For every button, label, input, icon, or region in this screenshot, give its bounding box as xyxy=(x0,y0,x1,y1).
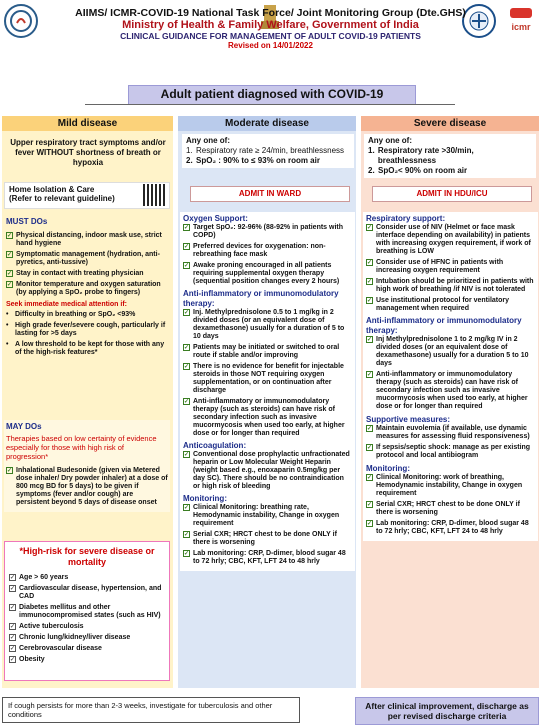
oxygen-support-title: Oxygen Support: xyxy=(183,214,248,223)
home-isolation-title: Home Isolation & Care xyxy=(9,185,95,194)
severe-details xyxy=(363,212,538,541)
list-item: ✓ Use institutional protocol for ventilatory management when required xyxy=(367,297,510,312)
list-item: ✓ Intubation should be prioritized in patients with high work of breathing /if NIV is not tolerated xyxy=(367,278,534,293)
checkbox-icon: ✓ xyxy=(10,657,16,663)
discharge-footer-note: After clinical improvement, discharge as per revised discharge criteria xyxy=(355,697,539,725)
severe-criteria: Any one of: 1. Respiratory rate >30/min, breathlessness 2. SpO₂< 90% on room air xyxy=(364,134,536,178)
anticoagulation-title: Anticoagulation: xyxy=(183,441,247,450)
list-item: ✓ Patients may be initiated or switched to oral route if stable and/or improving xyxy=(184,344,340,359)
list-item: ✓ Symptomatic management (hydration, anti-pyretics, anti-tussive) xyxy=(7,251,160,266)
checkbox-icon: ✓ xyxy=(184,364,190,370)
checkbox-icon: ✓ xyxy=(367,337,373,343)
checkbox-icon: ✓ xyxy=(10,575,16,581)
may-dos-title: MAY DOs xyxy=(6,422,42,431)
mild-criteria: Upper respiratory tract symptoms and/or fever WITHOUT shortness of breath or hypoxia xyxy=(10,138,166,167)
checkbox-icon: ✓ xyxy=(367,279,373,285)
checkbox-icon: ✓ xyxy=(10,586,16,592)
checkbox-icon: ✓ xyxy=(184,532,190,538)
list-item: ✓ Clinical Monitoring: work of breathing, Hemodynamic instability, Change in oxygen requirement xyxy=(367,474,523,497)
checkbox-icon: ✓ xyxy=(184,225,190,231)
tb-footer-note: If cough persists for more than 2-3 weeks, investigate for tuberculosis and other conditions xyxy=(2,697,300,723)
list-item: ✓ Lab monitoring: CRP, D-dimer, blood sugar 48 to 72 hrly; CBC, KFT, LFT 24 to 48 hrly xyxy=(367,520,529,535)
list-item: • A low threshold to be kept for those with any of the high-risk features* xyxy=(6,341,165,356)
list-item: ✓ Physical distancing, indoor mask use, strict hand hygiene xyxy=(7,232,162,247)
list-item: ✓ Inhalational Budesonide (given via Metered dose inhaler/ Dry powder inhaler) at a dose of 800 mcg BD for 5 days) to be given if symptoms (fever and/or cough) are persistent beyond 5 days of disease onset xyxy=(7,467,168,506)
list-item: ✓ Consider use of HFNC in patients with increasing oxygen requirement xyxy=(367,259,504,274)
icmr-label: icmr xyxy=(511,22,531,32)
flow-connector xyxy=(85,104,455,105)
moderate-details xyxy=(180,212,355,571)
admit-hdu-icu-badge: ADMIT IN HDU/ICU xyxy=(372,186,532,202)
checkbox-icon: ✓ xyxy=(184,244,190,250)
list-item: ✓ If sepsis/septic shock: manage as per existing protocol and local antibiogram xyxy=(367,444,531,459)
main-banner: Adult patient diagnosed with COVID-19 xyxy=(128,85,416,105)
list-item: ✓ There is no evidence for benefit for injectable steroids in those NOT requiring oxygen supplementation, or on continuation after discharge xyxy=(184,363,344,394)
respiratory-support-title: Respiratory support: xyxy=(366,214,446,223)
monitoring-title: Monitoring: xyxy=(366,464,410,473)
checkbox-icon: ✓ xyxy=(367,445,373,451)
checkbox-icon: ✓ xyxy=(184,263,190,269)
checkbox-icon: ✓ xyxy=(367,372,373,378)
ministry-title: Ministry of Health & Family Welfare, Government of India xyxy=(122,19,419,31)
supportive-measures-title: Supportive measures: xyxy=(366,415,451,424)
list-item: ✓ Stay in contact with treating physician xyxy=(7,270,144,277)
list-item: ✓ Active tuberculosis xyxy=(10,623,84,630)
qr-code-icon xyxy=(143,184,165,206)
anti-inflammatory-title: Anti-inflammatory or immunomodulatory therapy: xyxy=(366,316,522,335)
high-risk-box xyxy=(4,541,170,681)
checkbox-icon: ✓ xyxy=(7,252,13,258)
checkbox-icon: ✓ xyxy=(367,426,373,432)
list-item: ✓ Conventional dose prophylactic unfractionated heparin or Low Molecular Weight Heparin (weight based e.g., enoxaparin 0.5mg/kg per day SC). There should be no contraindication or high risk of bleeding xyxy=(184,451,350,490)
high-risk-title: *High-risk for severe disease or mortality xyxy=(19,546,155,567)
checkbox-icon: ✓ xyxy=(184,452,190,458)
must-dos-section xyxy=(6,217,170,360)
list-item: ✓ Age > 60 years xyxy=(10,574,69,581)
checkbox-icon: ✓ xyxy=(184,310,190,316)
task-force-title: AIIMS/ ICMR-COVID-19 National Task Force/ Joint Monitoring Group (Dte.GHS) xyxy=(75,7,466,19)
checkbox-icon: ✓ xyxy=(7,468,13,474)
list-item: ✓ Lab monitoring: CRP, D-dimer, blood sugar 48 to 72 hrly; CBC, KFT, LFT 24 to 48 hrly xyxy=(184,550,346,565)
revised-date: Revised on 14/01/2022 xyxy=(228,41,313,50)
checkbox-icon: ✓ xyxy=(7,282,13,288)
checkbox-icon: ✓ xyxy=(184,505,190,511)
list-item: ✓ Clinical Monitoring: breathing rate, Hemodynamic instability, Change in oxygen requirement xyxy=(184,504,340,527)
checkbox-icon: ✓ xyxy=(10,635,16,641)
may-dos-section xyxy=(4,420,170,512)
checkbox-icon: ✓ xyxy=(184,399,190,405)
list-item: ✓ Inj Methylprednisolone 1 to 2 mg/kg IV in 2 divided doses (or an equivalent dose of dexamethasone) usually for a duration 5 to 10 days xyxy=(367,336,529,367)
list-item: ✓ Obesity xyxy=(10,656,45,663)
list-item: ✓ Inj. Methylprednisolone 0.5 to 1 mg/kg in 2 divided doses (or an equivalent dose of dexamethasone) usually for a duration of 5 to 10 days xyxy=(184,309,345,340)
checkbox-icon: ✓ xyxy=(7,233,13,239)
checkbox-icon: ✓ xyxy=(367,298,373,304)
checkbox-icon: ✓ xyxy=(10,646,16,652)
list-item: • High grade fever/severe cough, particularly if lasting for >5 days xyxy=(6,322,166,337)
list-item: ✓ Serial CXR; HRCT chest to be done ONLY if there is worsening xyxy=(367,501,520,516)
must-dos-title: MUST DOs xyxy=(6,217,48,226)
list-item: ✓ Preferred devices for oxygenation: non-rebreathing face mask xyxy=(184,243,326,258)
moderate-criteria: Any one of: 1. Respiratory rate ≥ 24/min, breathlessness 2. SpO₂ : 90% to ≤ 93% on room air xyxy=(182,134,354,168)
checkbox-icon: ✓ xyxy=(10,624,16,630)
moderate-disease-heading: Moderate disease xyxy=(178,116,356,131)
guidance-title: CLINICAL GUIDANCE FOR MANAGEMENT OF ADULT COVID-19 PATIENTS xyxy=(120,31,421,41)
list-item: ✓ Consider use of NIV (Helmet or face mask interface depending on availability) in patients with increasing oxygen requirement, if work of breathing is LOW xyxy=(367,224,531,255)
admit-ward-badge: ADMIT IN WARD xyxy=(190,186,350,202)
may-dos-note: Therapies based on low certainty of evidence especially for those with high risk of progression* xyxy=(6,434,157,461)
list-item: ✓ Monitor temperature and oxygen saturation (by applying a SpO₂ probe to fingers) xyxy=(7,281,161,296)
home-isolation-box xyxy=(4,182,170,209)
severe-disease-heading: Severe disease xyxy=(361,116,539,131)
checkbox-icon: ✓ xyxy=(10,605,16,611)
list-item: ✓ Diabetes mellitus and other immunocompromised states (such as HIV) xyxy=(10,604,161,619)
list-item: ✓ Awake proning encouraged in all patients requiring supplemental oxygen therapy (sequential position changes every 2 hours) xyxy=(184,262,340,285)
mild-disease-heading: Mild disease xyxy=(2,116,173,131)
list-item: ✓ Target SpO₂: 92-96% (88-92% in patients with COPD) xyxy=(184,224,344,239)
list-item: ✓ Serial CXR; HRCT chest to be done ONLY if there is worsening xyxy=(184,531,337,546)
anti-inflammatory-title: Anti-inflammatory or immunomodulatory therapy: xyxy=(183,289,339,308)
list-item: ✓ Chronic lung/kidney/liver disease xyxy=(10,634,131,641)
checkbox-icon: ✓ xyxy=(367,475,373,481)
home-isolation-ref: (Refer to relevant guideline) xyxy=(9,194,115,203)
list-item: ✓ Maintain euvolemia (if available, use dynamic measures for assessing fluid responsiveness) xyxy=(367,425,530,440)
list-item: ✓ Cardiovascular disease, hypertension, and CAD xyxy=(10,585,162,600)
checkbox-icon: ✓ xyxy=(184,345,190,351)
checkbox-icon: ✓ xyxy=(7,271,13,277)
checkbox-icon: ✓ xyxy=(367,521,373,527)
checkbox-icon: ✓ xyxy=(367,225,373,231)
list-item: ✓ Cerebrovascular disease xyxy=(10,645,102,652)
seek-attention-title: Seek immediate medical attention if: xyxy=(6,301,127,308)
monitoring-title: Monitoring: xyxy=(183,494,227,503)
list-item: ✓ Anti-inflammatory or immunomodulatory therapy (such as steroids) can have risk of secondary infection such as invasive mucormycosis when used too early, at higher dose or for longer than required xyxy=(184,398,345,437)
checkbox-icon: ✓ xyxy=(367,502,373,508)
list-item: • Difficulty in breathing or SpO₂ <93% xyxy=(6,311,136,318)
checkbox-icon: ✓ xyxy=(367,260,373,266)
checkbox-icon: ✓ xyxy=(184,551,190,557)
list-item: ✓ Anti-inflammatory or immunomodulatory therapy (such as steroids) can have risk of secondary infection such as invasive mucormycosis when used too early, at higher dose or for longer than required xyxy=(367,371,528,410)
